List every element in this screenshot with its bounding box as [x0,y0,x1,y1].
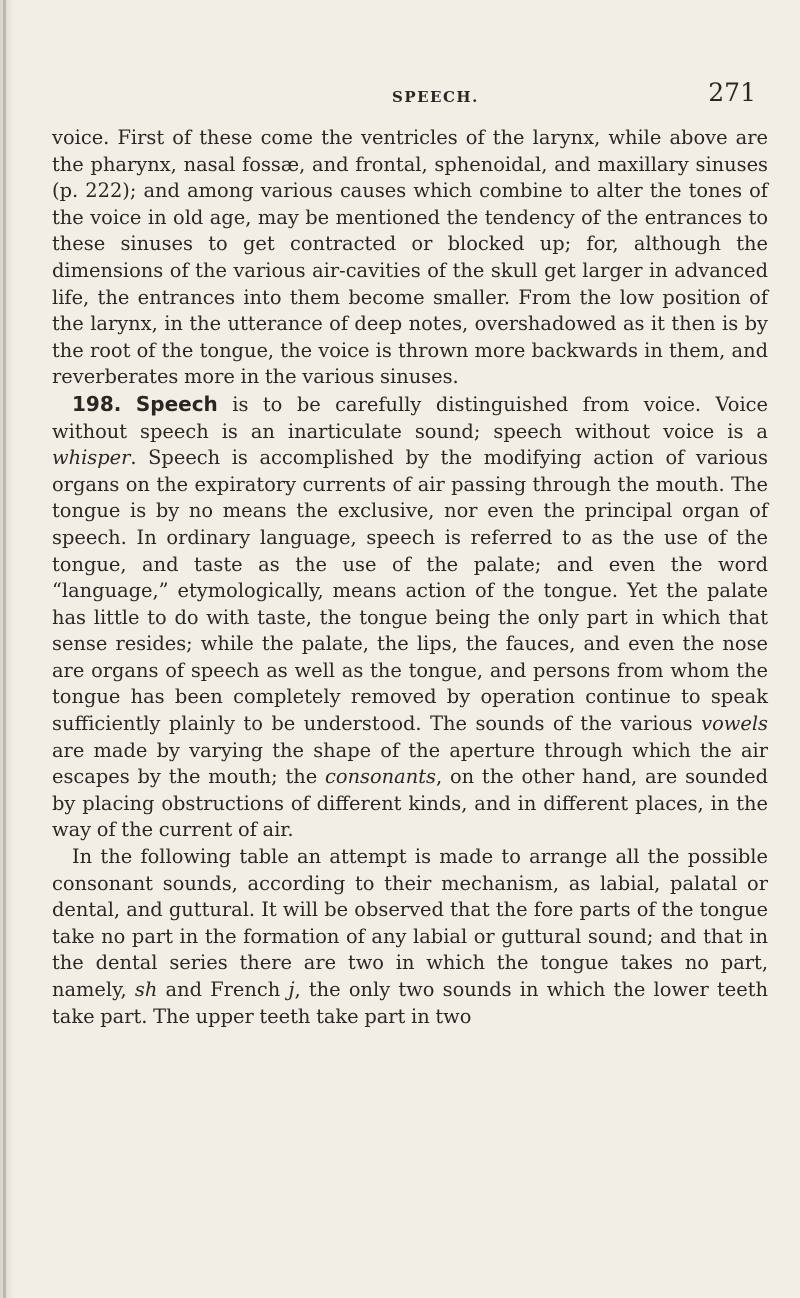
italic-term: whisper [52,446,131,470]
italic-term: consonants [325,765,436,789]
text-run: and French [157,978,289,1001]
running-head: SPEECH. [392,88,479,106]
body-text [52,125,768,1030]
italic-term: vowels [701,712,768,736]
consonant-table-paragraph [52,844,768,1030]
section-198-paragraph [52,391,768,844]
text-run: . Speech is accomplished by the modifying action of various organs on the expiratory currents of air passing through the mouth. The tongue is by no means the exclusive, nor even the principal organ of speech. In ordinary language, speech is referred to as the use of the tongue, and taste as the use of the palate; and even the word “language,” etymologically, means action of the tongue. Yet the palate has little to do with taste, the tongue being the only part in which that sense resides; while the palate, the lips, the fauces, and even the nose are organs of speech as well as the tongue, and persons from whom the tongue has been completely removed by operation continue to speak sufficiently plainly to be understood. The sounds of the various [52,446,768,736]
paragraph-continuation: voice. First of these come the ventricles of the larynx, while above are the pharynx, nasal fossæ, and frontal, sphenoidal, and maxillary sinuses (p. 222); and among various causes which combine to alter the tones of the voice in old age, may be mentioned the tendency of the entrances to these sinuses to get contracted or blocked up; for, although the dimensions of the various air-cavities of the skull get larger in advanced life, the entrances into them become smaller. From the low position of the larynx, in the utterance of deep notes, overshadowed as it then is by the root of the tongue, the voice is thrown more backwards in them, and reverberates more in the various sinuses. [52,126,768,389]
italic-term: j [288,978,295,1001]
binding-edge [3,0,6,1298]
page-binding-shadow [0,0,14,1298]
text-run: In the following table an attempt is made to arrange all the possible consonant sounds, according to their mechanism, as labial, palatal or dental, and guttural. It will be observed that the fore parts of the tongue take no part in the formation of any labial or guttural sound; and that in the dental series there are two in which the tongue takes no part, namely, [52,845,768,1001]
italic-term: sh [134,978,158,1001]
text-run: , on the other hand, are sounded by placing obstructions of different kinds, and in different places, in the way of the current of air. [52,765,768,842]
text-run: are made by varying the shape of the aperture through which the air escapes by the mouth; the [52,738,768,789]
section-number: 198. [72,391,122,416]
section-heading: Speech [135,391,218,416]
page-header [40,78,756,118]
text-run: is to be carefully distinguished from voice. Voice without speech is an inarticulate sound; speech without voice is a [52,392,768,443]
text-run: , the only two sounds in which the lower teeth take part. The upper teeth take part in two [52,978,768,1028]
page-number: 271 [708,78,756,107]
